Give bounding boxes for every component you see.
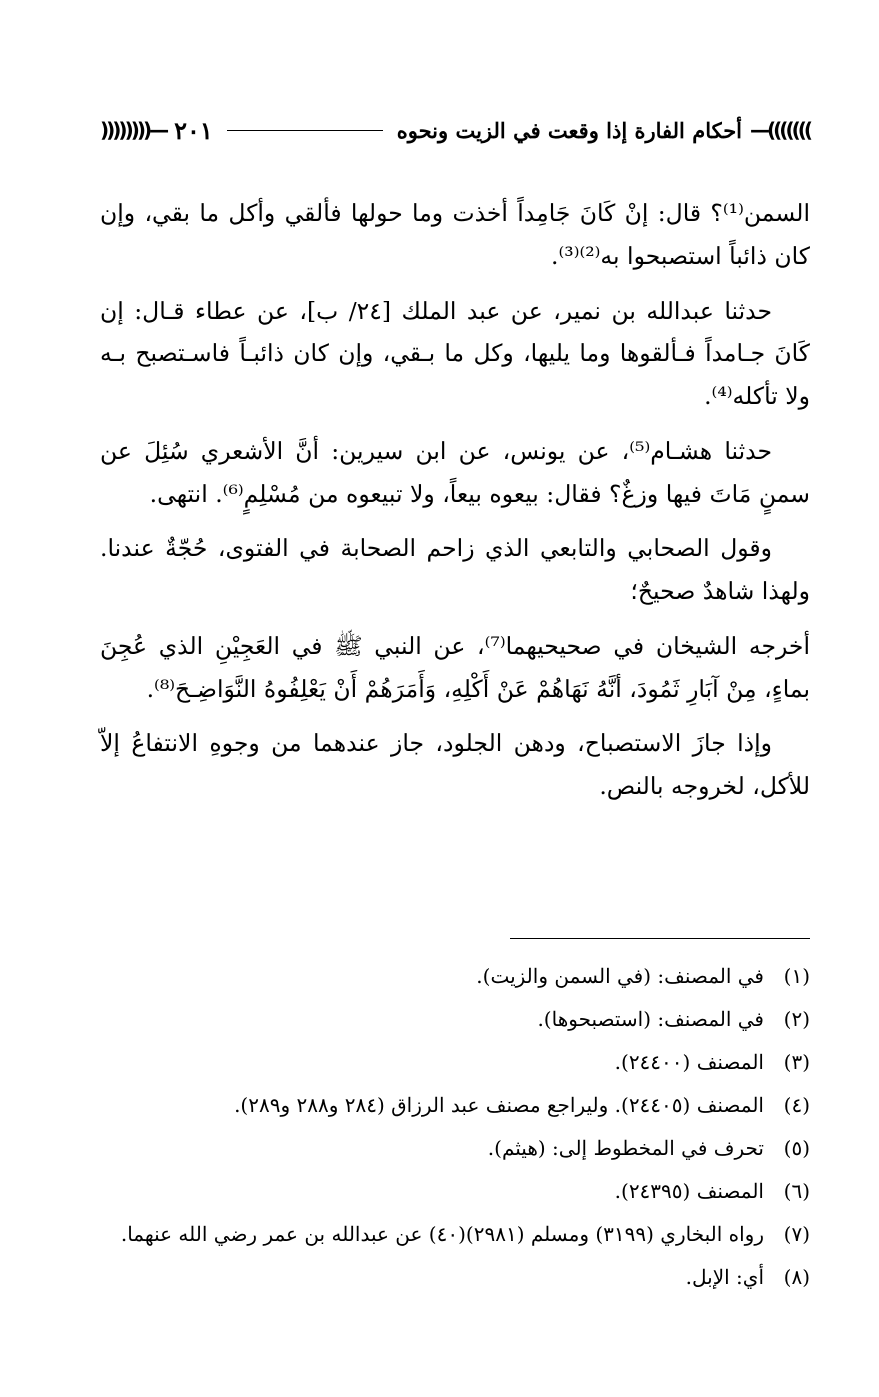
- header-ornament-left: —((((((((: [100, 118, 167, 142]
- footnote-separator: [510, 938, 810, 939]
- footnote-number: (٢): [783, 1007, 810, 1031]
- footnote-text: تحرف في المخطوط إلى: (هيثم).: [487, 1136, 764, 1160]
- footnote-number: (١): [783, 964, 810, 988]
- footnote-text: المصنف (٢٤٣٩٥).: [614, 1179, 764, 1203]
- footnote-number: (٧): [783, 1222, 810, 1246]
- paragraph: وقول الصحابي والتابعي الذي زاحم الصحابة في الفتوى، حُجّةٌ عندنا. ولهذا شاهدٌ صحيحٌ؛: [100, 534, 810, 606]
- paragraph: حدثنا عبدالله بن نمير، عن عبد الملك [٢٤/ ب]، عن عطاء قـال: إن كَانَ جـامداً فـألقوها وما يليها، وكل ما بـقي، وإن كان ذائبـاً فاسـتصبح بـه ولا تأكله⁽⁴⁾.: [100, 296, 810, 411]
- paragraph: أخرجه الشيخان في صحيحيهما⁽⁷⁾، عن النبي ﷺ في العَجِيْنِ الذي عُجِنَ بماءٍ، مِنْ آبَارِ ثَمُودَ، أنَّهُ نَهَاهُمْ عَنْ أَكْلِهِ، وَأَمَرَهُمْ أَنْ يَعْلِفُوهُ النَّوَاضِـحَ⁽⁸⁾.: [100, 631, 810, 703]
- footnote: [100, 1213, 810, 1256]
- running-title: أحكام الفارة إذا وقعت في الزيت ونحوه: [396, 117, 743, 143]
- footnote-text: رواه البخاري (٣١٩٩) ومسلم (٢٩٨١)(٤٠) عن عبدالله بن عمر رضي الله عنهما.: [120, 1222, 764, 1246]
- footnote-text: في المصنف: (في السمن والزيت).: [476, 964, 764, 988]
- footnote: [100, 998, 810, 1041]
- footnotes-list: [100, 955, 810, 1299]
- page-number: ٢٠١: [174, 115, 213, 145]
- footnote-text: أي: الإبل.: [685, 1265, 764, 1289]
- header-ornament-right: )))))))—: [750, 118, 810, 142]
- header-rule: [227, 130, 383, 131]
- footnote-number: (٤): [783, 1093, 810, 1117]
- footnote-number: (٨): [783, 1265, 810, 1289]
- paragraph: السمن⁽¹⁾؟ قال: إنْ كَانَ جَامِداً أخذت وما حولها فألقي وأكل ما بقي، وإن كان ذائباً استصبحوا به⁽²⁾⁽³⁾.: [100, 199, 810, 270]
- footnote-text: المصنف (٢٤٤٠٠).: [614, 1050, 764, 1074]
- footnote-text: في المصنف: (استصبحوها).: [537, 1007, 764, 1031]
- footnote-number: (٣): [783, 1050, 810, 1074]
- main-text: [100, 192, 810, 820]
- footnote: [100, 1256, 810, 1299]
- footnote: [100, 1084, 810, 1127]
- footnote: [100, 1127, 810, 1170]
- footnote: [100, 1041, 810, 1084]
- footnote-number: (٦): [783, 1179, 810, 1203]
- footnote: [100, 955, 810, 998]
- page-header: [100, 110, 810, 150]
- footnote-number: (٥): [783, 1136, 810, 1160]
- footnote: [100, 1170, 810, 1213]
- paragraph: حدثنا هشـام⁽⁵⁾، عن يونس، عن ابن سيرين: أنَّ الأشعري سُئِلَ عن سمنٍ مَاتَ فيها وزغٌ؟ فقال: بيعوه بيعاً، ولا تبيعوه من مُسْلِمٍ⁽⁶⁾. انتهى.: [100, 436, 810, 508]
- paragraph: وإذا جازَ الاستصباح، ودهن الجلود، جاز عندهما من وجوهِ الانتفاعُ إلاّ للأكل، لخروجه بالنص.: [100, 729, 810, 801]
- footnote-text: المصنف (٢٤٤٠٥). وليراجع مصنف عبد الرزاق (٢٨٤ و٢٨٨ و٢٨٩).: [234, 1093, 764, 1117]
